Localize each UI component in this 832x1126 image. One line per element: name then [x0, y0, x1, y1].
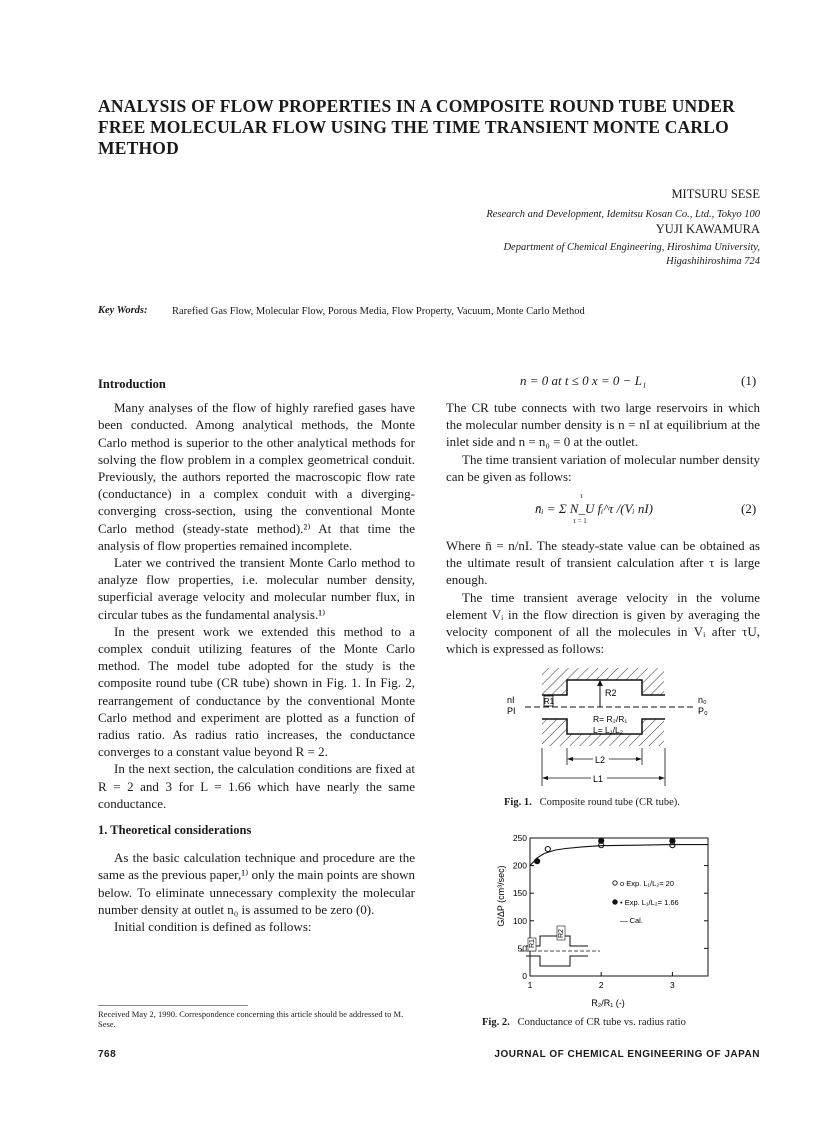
- fig2-legend-exp-20: o Exp. L₁/L₂= 20: [620, 879, 675, 888]
- equation-2-sum-bottom: τ = 1: [573, 517, 587, 525]
- intro-paragraph-2: Later we contrived the transient Monte Carlo method to analyze flow properties, i.e. molecular number density, superficial average velocity and molecular number flux, in circular tubes as the fundamental analysis.¹⁾: [98, 555, 415, 622]
- fig1-ratio-L: L= L₁/L₂: [593, 725, 624, 735]
- figure-2-caption-label: Fig. 2.: [482, 1017, 510, 1028]
- fig1-label-L2: L2: [595, 755, 606, 765]
- paper-title: ANALYSIS OF FLOW PROPERTIES IN A COMPOSITE ROUND TUBE UNDER FREE MOLECULAR FLOW USING THE TIME TRANSIENT MONTE CARLO METHOD: [98, 96, 735, 158]
- figure-1-caption-text: Composite round tube (CR tube).: [539, 797, 680, 808]
- fig1-inlet-p: PI: [507, 706, 516, 716]
- fig2-ytick-label: 150: [512, 888, 527, 899]
- page-number: 768: [98, 1049, 117, 1060]
- author-affiliation-1: Research and Development, Idemitsu Kosan Co., Ltd., Tokyo 100: [486, 209, 760, 220]
- fig2-ytick-label: 50: [517, 943, 527, 954]
- author-name-2: YUJI KAWAMURA: [655, 222, 760, 236]
- fig2-inset-label-R1: R1: [529, 939, 536, 948]
- keywords-label: Key Words:: [98, 305, 148, 316]
- fig2-ytick-label: 100: [512, 915, 527, 926]
- fig1-label-R2: R2: [605, 688, 617, 698]
- right-paragraph-2: The time transient variation of molecular number density can be given as follows:: [446, 451, 760, 484]
- author-affiliation-2b: Higashihiroshima 724: [666, 256, 760, 267]
- right-paragraph-4: The time transient average velocity in the volume element Vᵢ in the flow direction is given by averaging the velocity component of all the molecules in Vᵢ after τU, which is expressed as follows:: [446, 589, 760, 657]
- fig2-point-exp-166: [599, 838, 604, 843]
- right-paragraph-1: The CR tube connects with two large reservoirs in which the molecular number density is n = nI at equilibrium at the inlet side and n = n₀ = 0 at the outlet.: [446, 400, 760, 450]
- fig2-cal-line: [530, 845, 708, 866]
- figure-1-caption: [504, 797, 680, 808]
- figure-1-diagram: [495, 662, 735, 792]
- footnote-rule: [98, 1005, 248, 1006]
- intro-paragraph-3: In the present work we extended this method to a complex conduit utilizing features of the Monte Carlo method. The model tube adopted for the study is the composite round tube (CR tube) shown in Fig. 1. In Fig. 2, rearrangement of conductance by the conventional Monte Carlo method and experiment are plotted as a function of radius ratio. As radius ratio increases, the conductance converges to a constant value beyond R = 2.: [98, 623, 415, 760]
- fig1-label-R1: R1: [543, 697, 555, 706]
- fig2-xlabel: R₂/R₁ (-): [591, 998, 625, 1008]
- section-1-paragraph-1: As the basic calculation technique and procedure are the same as the previous paper,¹⁾ only the main points are shown below. To eliminate unnecessary complexity the molecular number density at outlet n₀ is assumed to be zero (0).: [98, 850, 415, 917]
- figure-2-caption-text: Conductance of CR tube vs. radius ratio: [517, 1017, 686, 1028]
- equation-1-number: (1): [741, 373, 757, 388]
- figure-2-chart: [490, 826, 730, 1014]
- fig1-outlet-n: n₀: [698, 695, 707, 705]
- fig2-ylabel: G/ΔP (cm³/sec): [496, 865, 506, 927]
- fig2-point-exp-20: [545, 846, 550, 851]
- fig2-legend-marker-open: [613, 881, 617, 885]
- fig1-ratio-R: R= R₂/R₁: [593, 714, 628, 724]
- figure-1-caption-label: Fig. 1.: [504, 797, 532, 808]
- fig1-inlet-n: nI: [507, 695, 515, 705]
- fig1-label-L1: L1: [593, 774, 604, 784]
- section-1-paragraph-2: Initial condition is defined as follows:: [114, 919, 312, 935]
- author-name-1: MITSURU SESE: [671, 187, 760, 201]
- intro-paragraph-4: In the next section, the calculation conditions are fixed at R = 2 and 3 for L = 1.66 which have nearly the same conductance.: [98, 761, 415, 811]
- equation-2-sum-top: τ: [580, 492, 583, 500]
- fig2-legend-marker-filled: [613, 900, 617, 904]
- equation-2: n̄ᵢ = Σ N_U fᵢ^τ /(Vᵢ nI): [535, 501, 654, 516]
- right-paragraph-3: Where n̄ = n/nI. The steady-state value can be obtained as the ultimate result of transient calculation after τ is large enough.: [446, 538, 760, 588]
- fig2-plot-frame: [530, 838, 708, 976]
- keywords-text: Rarefied Gas Flow, Molecular Flow, Porous Media, Flow Property, Vacuum, Monte Carlo Method: [172, 306, 585, 317]
- fig2-ytick-label: 0: [522, 971, 527, 981]
- figure-2-caption: [482, 1017, 686, 1028]
- fig2-inset-label-R2: R2: [558, 929, 565, 938]
- fig1-outlet-p: P₀: [698, 706, 708, 716]
- right-column-top: [446, 399, 760, 485]
- left-column: [98, 376, 415, 935]
- footnote: Received May 2, 1990. Correspondence concerning this article should be addressed to M. Sese.: [98, 1009, 404, 1029]
- equation-1: n = 0 at t ≤ 0 x = 0 − L₁: [520, 373, 647, 388]
- fig2-ytick-label: 200: [512, 860, 527, 871]
- fig2-ytick-label: 250: [512, 833, 527, 843]
- author-affiliation-2a: Department of Chemical Engineering, Hiroshima University,: [503, 242, 760, 253]
- intro-paragraph-1: Many analyses of the flow of highly rarefied gases have been conducted. Among analytical methods, the Monte Carlo method is superior to the other analytical methods for solving the flow problem in a complex geometrical conduit. Previously, the authors reported the macroscopic flow rate (conductance) in a complex conduit with a diverging-converging cross-section, using the conventional Monte Carlo method (steady-state method).²⁾ At that time the analysis of flow properties remained incomplete.: [98, 400, 415, 553]
- equation-2-number: (2): [741, 501, 757, 516]
- right-column-mid: [446, 537, 760, 657]
- fig2-xtick-label: 3: [670, 980, 675, 990]
- fig2-xtick-label: 1: [527, 980, 533, 990]
- intro-heading: Introduction: [98, 377, 166, 391]
- fig2-inset-tube: [517, 926, 600, 966]
- fig2-legend-cal: — Cal.: [620, 916, 643, 925]
- fig2-legend-exp-166: • Exp. L₁/L₂= 1.66: [620, 898, 679, 907]
- journal-name: JOURNAL OF CHEMICAL ENGINEERING OF JAPAN: [494, 1049, 760, 1060]
- section-1-heading: 1. Theoretical considerations: [98, 823, 252, 838]
- fig2-point-exp-166: [670, 838, 675, 843]
- fig2-xtick-label: 2: [598, 980, 604, 990]
